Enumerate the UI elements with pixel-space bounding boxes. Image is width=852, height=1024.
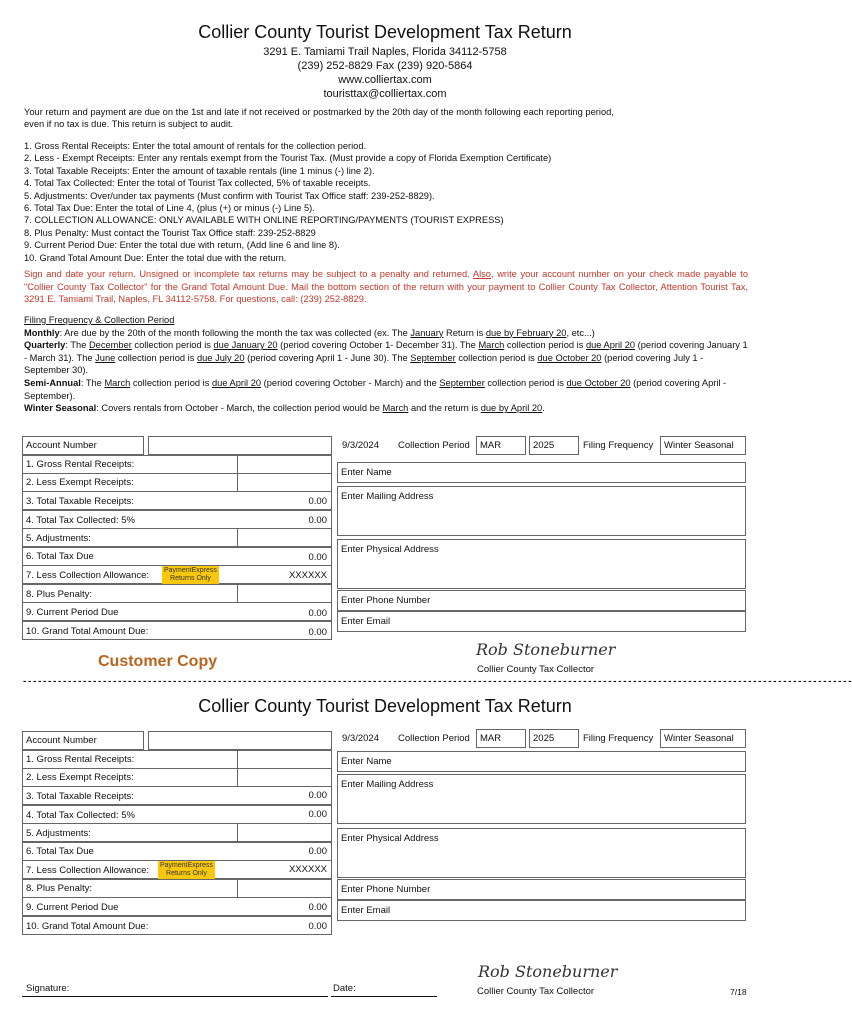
line-4-label: 4. Total Tax Collected: 5% bbox=[26, 515, 135, 526]
paymentexpress-badge: PaymentExpress Returns Only bbox=[160, 862, 213, 877]
frequency-monthly: Monthly: Are due by the 20th of the month following the month the tax was collected (ex. The January Return is due by February 20, etc...) bbox=[24, 327, 595, 338]
signature-label: Signature: bbox=[26, 983, 70, 994]
line-10-label: 10. Grand Total Amount Due: bbox=[26, 626, 149, 637]
collector-signature: Rob Stoneburner bbox=[478, 962, 618, 981]
line-5-field[interactable] bbox=[237, 528, 332, 547]
filing-frequency-label: Filing Frequency bbox=[583, 733, 654, 744]
account-number-field[interactable] bbox=[148, 436, 332, 455]
account-label: Account Number bbox=[26, 440, 97, 451]
phone-label: Enter Phone Number bbox=[341, 884, 431, 895]
name-label: Enter Name bbox=[341, 756, 392, 767]
email-label: Enter Email bbox=[341, 905, 391, 916]
form-date: 9/3/2024 bbox=[342, 440, 379, 451]
paymentexpress-badge: PaymentExpress Returns Only bbox=[164, 567, 217, 582]
line-8-field[interactable] bbox=[237, 879, 332, 898]
instruction-item: 2. Less - Exempt Receipts: Enter any rentals exempt from the Tourist Tax. (Must provide a copy of Florida Exemption Certificate) bbox=[24, 153, 552, 164]
name-field[interactable] bbox=[337, 751, 746, 772]
notice-also: Also bbox=[472, 269, 491, 279]
line-7-label: 7. Less Collection Allowance: bbox=[26, 570, 150, 581]
line-10-value: 0.00 bbox=[308, 627, 327, 638]
email-field[interactable] bbox=[337, 900, 746, 921]
line-6-label: 6. Total Tax Due bbox=[26, 846, 94, 857]
line-5-field[interactable] bbox=[237, 823, 332, 842]
name-label: Enter Name bbox=[341, 467, 392, 478]
line-9-label: 9. Current Period Due bbox=[26, 902, 119, 913]
notice-part: Sign and date your return. Unsigned or incomplete tax returns may be subject to a penalty and returned. bbox=[24, 269, 473, 279]
instruction-item: 5. Adjustments: Over/under tax payments (Must confirm with Tourist Tax Office staff: 239-252-8829). bbox=[24, 190, 435, 201]
collection-period-label: Collection Period bbox=[398, 733, 470, 744]
return-title: Collier County Tourist Development Tax Return bbox=[198, 696, 572, 716]
office-address: 3291 E. Tamiami Trail Naples, Florida 34112-5758 bbox=[263, 46, 507, 58]
frequency-winter: Winter Seasonal: Covers rentals from October - March, the collection period would be March and the return is due by April 20. bbox=[24, 403, 545, 414]
line-2-label: 2. Less Exempt Receipts: bbox=[26, 477, 134, 488]
line-8-field[interactable] bbox=[237, 584, 332, 603]
line-1-label: 1. Gross Rental Receipts: bbox=[26, 459, 135, 470]
line-10-value: 0.00 bbox=[308, 921, 327, 932]
mailing-address-label: Enter Mailing Address bbox=[341, 779, 434, 790]
line-4-value: 0.00 bbox=[308, 809, 327, 820]
filing-frequency-value: Winter Seasonal bbox=[664, 440, 734, 451]
filing-frequency-label: Filing Frequency bbox=[583, 440, 654, 451]
collector-title: Collier County Tax Collector bbox=[477, 986, 595, 997]
line-9-value: 0.00 bbox=[308, 902, 327, 913]
cut-line: ---------------------------------------------------------------------------------------------------------------------------------------------------------------------- bbox=[22, 677, 852, 687]
period-month: MAR bbox=[480, 440, 502, 451]
instruction-item: 9. Current Period Due: Enter the total due with return, (Add line 6 and line 8). bbox=[24, 240, 340, 251]
line-9-label: 9. Current Period Due bbox=[26, 607, 119, 618]
physical-address-label: Enter Physical Address bbox=[341, 833, 439, 844]
collector-signature: Rob Stoneburner bbox=[476, 640, 616, 659]
office-website: www.colliertax.com bbox=[338, 74, 432, 86]
signature-line[interactable] bbox=[22, 996, 328, 997]
intro-line: Your return and payment are due on the 1st and late if not received or postmarked by the 20th day of the month following each reporting period, bbox=[24, 107, 614, 117]
line-8-label: 8. Plus Penalty: bbox=[26, 589, 93, 600]
instruction-item: 8. Plus Penalty: Must contact the Tourist Tax Office staff: 239-252-8829 bbox=[24, 227, 316, 238]
frequency-semiannual: Semi-Annual: The March collection period is due April 20 (period covering October - March) and the September collection period is due October 20 (period covering April - September). bbox=[24, 377, 727, 401]
office-email: touristtax@colliertax.com bbox=[323, 88, 447, 100]
collection-period-label: Collection Period bbox=[398, 440, 470, 451]
line-4-value: 0.00 bbox=[308, 515, 327, 526]
account-number-field[interactable] bbox=[148, 731, 332, 750]
office-phone: (239) 252-8829 Fax (239) 920-5864 bbox=[297, 60, 473, 72]
line-1-field[interactable] bbox=[237, 455, 332, 474]
customer-copy-label: Customer Copy bbox=[98, 653, 218, 670]
page-title: Collier County Tourist Development Tax Return bbox=[198, 22, 572, 42]
intro-line: even if no tax is due. This return is subject to audit. bbox=[24, 119, 234, 130]
line-9-value: 0.00 bbox=[308, 608, 327, 619]
line-2-label: 2. Less Exempt Receipts: bbox=[26, 772, 134, 783]
phone-label: Enter Phone Number bbox=[341, 595, 431, 606]
instruction-item: 10. Grand Total Amount Due: Enter the total due with the return. bbox=[24, 252, 287, 263]
account-label: Account Number bbox=[26, 735, 97, 746]
frequency-heading: Filing Frequency & Collection Period bbox=[24, 315, 175, 325]
line-8-label: 8. Plus Penalty: bbox=[26, 883, 93, 894]
line-2-field[interactable] bbox=[237, 473, 332, 492]
collector-title: Collier County Tax Collector bbox=[477, 664, 595, 675]
line-6-value: 0.00 bbox=[308, 552, 327, 563]
line-3-label: 3. Total Taxable Receipts: bbox=[26, 791, 134, 802]
email-label: Enter Email bbox=[341, 616, 391, 627]
line-1-label: 1. Gross Rental Receipts: bbox=[26, 754, 135, 765]
line-7-label: 7. Less Collection Allowance: bbox=[26, 865, 150, 876]
instruction-item: 1. Gross Rental Receipts: Enter the total amount of rentals for the collection period. bbox=[24, 141, 367, 151]
instruction-item: 6. Total Tax Due: Enter the total of Line 4, (plus (+) or minus (-) Line 5). bbox=[24, 203, 315, 214]
email-field[interactable] bbox=[337, 611, 746, 632]
name-field[interactable] bbox=[337, 462, 746, 483]
instruction-item: 4. Total Tax Collected: Enter the total of Tourist Tax collected, 5% of taxable receipts. bbox=[24, 178, 371, 189]
physical-address-label: Enter Physical Address bbox=[341, 544, 439, 555]
line-3-value: 0.00 bbox=[308, 496, 327, 507]
line-10-label: 10. Grand Total Amount Due: bbox=[26, 921, 149, 932]
frequency-section bbox=[24, 314, 748, 415]
instruction-item: 7. COLLECTION ALLOWANCE: ONLY AVAILABLE WITH ONLINE REPORTING/PAYMENTS (TOURIST EXPRESS) bbox=[24, 215, 504, 226]
line-6-label: 6. Total Tax Due bbox=[26, 551, 94, 562]
line-5-label: 5. Adjustments: bbox=[26, 533, 91, 544]
intro-text bbox=[24, 106, 748, 131]
line-4-label: 4. Total Tax Collected: 5% bbox=[26, 810, 135, 821]
notice-text bbox=[24, 268, 748, 306]
date-label: Date: bbox=[333, 983, 356, 994]
line-6-value: 0.00 bbox=[308, 846, 327, 857]
line-5-label: 5. Adjustments: bbox=[26, 828, 91, 839]
period-year: 2025 bbox=[533, 733, 555, 744]
mailing-address-label: Enter Mailing Address bbox=[341, 491, 434, 502]
line-7-value: XXXXXX bbox=[288, 864, 327, 875]
period-year: 2025 bbox=[533, 440, 555, 451]
instructions-list bbox=[24, 140, 748, 264]
form-date: 9/3/2024 bbox=[342, 733, 379, 744]
line-3-value: 0.00 bbox=[308, 790, 327, 801]
frequency-quarterly: Quarterly: The December collection period is due January 20 (period covering October 1- December 31). The March collection period is due April 20 (period covering January 1 - March 31). The June collection period is due July 20 (period covering April 1 - June 30). The September collection period is due October 20 (period covering July 1 - September 30). bbox=[24, 340, 748, 376]
filing-frequency-value: Winter Seasonal bbox=[664, 733, 734, 744]
instruction-item: 3. Total Taxable Receipts: Enter the amount of taxable rentals (line 1 minus (-) line 2). bbox=[24, 165, 375, 176]
notice-part: , write your account number on your check made payable to "Collier County Tax Collector" for the Grand Total Amount Due. Mail the bottom section of the return with your payment to Collier County Tax Collector, Attention Tourist Tax, 3291 E. Tamiami Trail, Naples, FL 34112-5758. For questions, call: (239) 252-8829. bbox=[24, 269, 748, 305]
line-3-label: 3. Total Taxable Receipts: bbox=[26, 496, 134, 507]
form-version: 7/18 bbox=[730, 987, 747, 997]
period-month: MAR bbox=[480, 733, 502, 744]
line-2-field[interactable] bbox=[237, 768, 332, 787]
line-7-value: XXXXXX bbox=[288, 570, 327, 581]
date-line[interactable] bbox=[331, 996, 437, 997]
line-1-field[interactable] bbox=[237, 750, 332, 769]
